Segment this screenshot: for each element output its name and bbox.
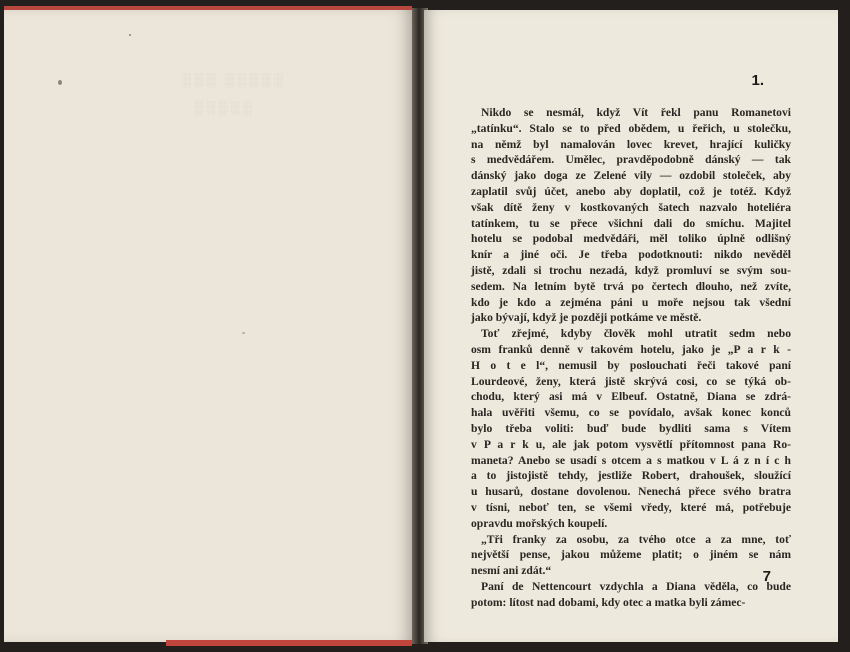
text-line: Paní de Nettencourt vzdychla a Diana věděla, co bude [481,579,791,593]
text-line: Toť zřejmé, kdyby člověk mohl utratit sedm nebo [481,327,791,341]
text-line: bylo třeba voliti: buď bude bydliti sama s Vítem [471,421,791,435]
right-page [424,10,838,642]
text-line: osm franků denně v takovém hotelu, jako je „P a r k - [471,342,791,356]
text-line: „Tři franky za osobu, za tvého otce a za mne, toť [481,532,791,546]
ink-speck [242,332,245,334]
text-line: a to jistojistě tehdy, jestliže Robert, drahoušek, sloužící [471,469,791,483]
show-through-text: ░░░ ░░░░░ [182,72,286,87]
text-line: nesmí ani zdát.“ [471,564,552,578]
text-line: tatínkem, tu se přece všichni dali do smíchu. Majitel [471,216,791,230]
text-line: maneta? Anebo se usadí s otcem a s matkou v L á z n í c h [471,453,791,467]
text-line: v tísni, neboť ten, se všemi vředy, které má, potřebuje [471,500,791,514]
body-text [471,105,791,611]
text-line: H o t e l“, nemusil by poslouchati řeči takové paní [471,358,791,372]
text-line: sedem. Na letním bytě trvá po čertech dlouho, než zvíte, [471,279,791,293]
show-through-text: ░░░░░ [194,100,256,115]
text-line: potom: lítost nad dobami, kdy otec a matka byli zámec- [471,595,746,609]
text-line: největší pense, jakou můžeme platit; o jiném se nám [471,548,791,562]
cover-edge-bottom [166,640,412,646]
text-line: u husarů, dostane dovolenou. Nenechá přece svého bratra [471,485,791,499]
text-line: však dítě ženy v kostkovaných šatech nazvalo hoteliéra [471,200,791,214]
left-page [4,10,415,642]
text-line: Nikdo se nesmál, když Vít řekl panu Romanetovi [481,106,791,119]
text-line: s medvědářem. Umělec, pravděpodobně dánský — tak [471,153,791,167]
chapter-number: 1. [751,72,764,89]
text-line: knír a jiné oči. Je třeba podotknouti: nikdo nevěděl [471,248,791,262]
ink-speck [58,80,62,85]
text-line: zaplatil svůj účet, anebo aby doplatil, což je totéž. Když [471,184,791,198]
text-line: chodu, který asi má v Elbeuf. Ostatně, Diana se zdrá- [471,390,791,404]
text-line: „tatínku“. Stalo se to před obědem, u řeřich, u stolečku, [471,121,791,135]
ink-speck [129,34,131,36]
text-line: dánský jako doga ze Zelené vily — ozdobil stoleček, aby [471,169,791,183]
text-line: v P a r k u, ale jak potom vysvětlí přítomnost pana Ro- [471,437,791,451]
text-line: hala uvěřiti všemu, co se povídalo, avšak konec konců [471,406,791,420]
page-number: 7 [762,568,771,585]
text-line: opravdu mořských koupelí. [471,516,608,530]
paragraph-list [471,105,791,611]
text-line: hotelu se podobal medvědáři, měl toliko úplně odlišný [471,232,791,246]
text-line: jako bývají, když je později potkáme ve městě. [471,311,702,325]
text-line: na němž byl namalován lovec krevet, hrající kuličky [471,137,791,151]
text-line: jistě, zdali si trochu nezadá, když promluví se svým sou- [471,263,791,277]
text-line: Lourdeové, ženy, která jistě skrývá cosi, co se týká ob- [471,374,791,388]
text-line: kdo je kdo a zejména páni u moře nejsou tak všední [471,295,791,309]
